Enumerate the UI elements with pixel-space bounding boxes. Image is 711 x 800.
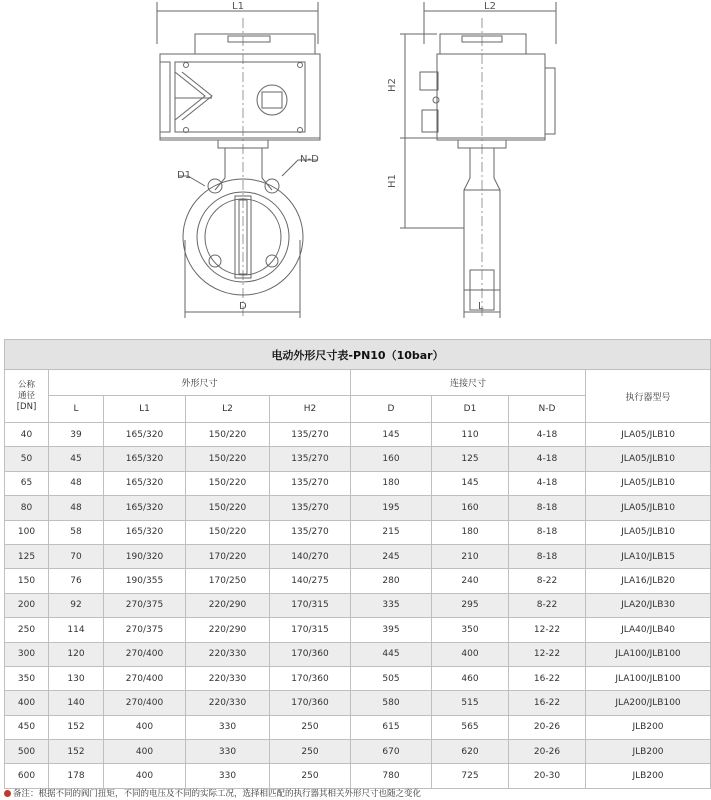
table-cell: 150/220 — [186, 496, 270, 520]
table-cell: 600 — [5, 764, 49, 788]
table-cell: 20-26 — [509, 715, 586, 739]
table-cell: 180 — [432, 520, 509, 544]
table-cell: JLA05/JLB10 — [586, 423, 711, 447]
table-cell: 135/270 — [270, 423, 351, 447]
table-cell: JLA10/JLB15 — [586, 544, 711, 568]
table-cell: 8-22 — [509, 593, 586, 617]
table-row — [5, 618, 711, 642]
table-cell: 280 — [351, 569, 432, 593]
table-cell: 400 — [432, 642, 509, 666]
table-cell: JLB200 — [586, 740, 711, 764]
table-cell: 8-22 — [509, 569, 586, 593]
table-cell: 245 — [351, 544, 432, 568]
table-cell: JLB200 — [586, 764, 711, 788]
table-row — [5, 715, 711, 739]
table-cell: 45 — [49, 447, 104, 471]
footnote-text: 备注：根据不同的阀门扭矩，不同的电压及不同的实际工况，选择相匹配的执行器其相关外形尺寸也随之变化 — [13, 789, 422, 799]
table-cell: 330 — [186, 764, 270, 788]
table-cell: 335 — [351, 593, 432, 617]
table-cell: JLA05/JLB10 — [586, 496, 711, 520]
table-cell: 270/400 — [104, 691, 186, 715]
col-header-L2: L2 — [186, 396, 270, 423]
table-cell: 76 — [49, 569, 104, 593]
spec-table — [4, 339, 711, 789]
table-cell: 100 — [5, 520, 49, 544]
table-cell: 160 — [432, 496, 509, 520]
table-cell: 400 — [104, 740, 186, 764]
side-view — [400, 2, 556, 318]
table-cell: 140/275 — [270, 569, 351, 593]
table-cell: 135/270 — [270, 520, 351, 544]
table-row — [5, 666, 711, 690]
table-cell: 615 — [351, 715, 432, 739]
label-L: L — [478, 301, 484, 312]
table-cell: 8-18 — [509, 496, 586, 520]
table-cell: 270/400 — [104, 666, 186, 690]
table-cell: 16-22 — [509, 691, 586, 715]
table-row — [5, 520, 711, 544]
table-row — [5, 544, 711, 568]
table-row — [5, 691, 711, 715]
table-cell: 145 — [432, 471, 509, 495]
table-cell: 165/320 — [104, 447, 186, 471]
table-cell: 190/355 — [104, 569, 186, 593]
table-cell: 50 — [5, 447, 49, 471]
table-cell: 4-18 — [509, 471, 586, 495]
table-cell: 220/330 — [186, 666, 270, 690]
table-cell: 12-22 — [509, 642, 586, 666]
table-cell: 295 — [432, 593, 509, 617]
table-cell: 8-18 — [509, 544, 586, 568]
spec-table-body — [5, 423, 711, 789]
table-cell: JLA100/JLB100 — [586, 666, 711, 690]
table-cell: 270/400 — [104, 642, 186, 666]
label-D1: D1 — [177, 170, 192, 181]
table-cell: 300 — [5, 642, 49, 666]
table-cell: 395 — [351, 618, 432, 642]
table-cell: JLB200 — [586, 715, 711, 739]
front-view — [157, 2, 320, 318]
table-cell: 270/375 — [104, 593, 186, 617]
label-H1: H1 — [387, 174, 398, 188]
table-row — [5, 471, 711, 495]
table-row — [5, 642, 711, 666]
label-H2: H2 — [387, 78, 398, 92]
outer-dim-header: 外形尺寸 — [49, 370, 351, 396]
table-cell: 170/360 — [270, 666, 351, 690]
table-cell: JLA100/JLB100 — [586, 642, 711, 666]
table-cell: JLA05/JLB10 — [586, 471, 711, 495]
table-cell: JLA20/JLB30 — [586, 593, 711, 617]
table-row — [5, 740, 711, 764]
table-cell: 140/270 — [270, 544, 351, 568]
table-cell: 178 — [49, 764, 104, 788]
table-cell: JLA05/JLB10 — [586, 447, 711, 471]
table-title: 电动外形尺寸表-PN10（10bar） — [5, 340, 711, 370]
dn-header: 公称 通径 [DN] — [5, 370, 49, 423]
table-cell: 170/315 — [270, 593, 351, 617]
table-cell: 165/320 — [104, 496, 186, 520]
table-cell: 110 — [432, 423, 509, 447]
table-cell: 150/220 — [186, 471, 270, 495]
table-cell: JLA05/JLB10 — [586, 520, 711, 544]
table-cell: 125 — [432, 447, 509, 471]
table-cell: 240 — [432, 569, 509, 593]
table-cell: 130 — [49, 666, 104, 690]
table-cell: 170/250 — [186, 569, 270, 593]
table-cell: 500 — [5, 740, 49, 764]
table-cell: 145 — [351, 423, 432, 447]
table-row — [5, 496, 711, 520]
connect-dim-header: 连接尺寸 — [351, 370, 586, 396]
table-cell: 4-18 — [509, 447, 586, 471]
table-cell: JLA200/JLB100 — [586, 691, 711, 715]
table-cell: 150/220 — [186, 447, 270, 471]
footnote — [4, 787, 421, 799]
table-cell: 20-26 — [509, 740, 586, 764]
table-cell: 152 — [49, 715, 104, 739]
table-cell: 330 — [186, 740, 270, 764]
table-cell: 220/330 — [186, 642, 270, 666]
table-cell: 210 — [432, 544, 509, 568]
table-cell: 20-30 — [509, 764, 586, 788]
table-row — [5, 764, 711, 788]
table-cell: 505 — [351, 666, 432, 690]
table-cell: 250 — [270, 715, 351, 739]
table-cell: 200 — [5, 593, 49, 617]
table-cell: 170/220 — [186, 544, 270, 568]
table-cell: JLA40/JLB40 — [586, 618, 711, 642]
table-cell: 220/290 — [186, 618, 270, 642]
table-cell: 400 — [104, 715, 186, 739]
table-cell: 80 — [5, 496, 49, 520]
label-L2: L2 — [484, 1, 496, 12]
table-cell: 92 — [49, 593, 104, 617]
table-cell: 170/360 — [270, 642, 351, 666]
table-cell: 450 — [5, 715, 49, 739]
label-L1: L1 — [232, 1, 244, 12]
table-cell: 725 — [432, 764, 509, 788]
table-cell: 460 — [432, 666, 509, 690]
table-row — [5, 593, 711, 617]
bullet-icon — [4, 790, 11, 797]
table-cell: 780 — [351, 764, 432, 788]
table-cell: 4-18 — [509, 423, 586, 447]
label-ND: N-D — [300, 154, 319, 165]
table-cell: 16-22 — [509, 666, 586, 690]
table-cell: 58 — [49, 520, 104, 544]
table-cell: 40 — [5, 423, 49, 447]
valve-drawing — [0, 0, 711, 335]
table-cell: 65 — [5, 471, 49, 495]
col-header-L1: L1 — [104, 396, 186, 423]
col-header-D: D — [351, 396, 432, 423]
table-cell: 215 — [351, 520, 432, 544]
table-cell: 165/320 — [104, 520, 186, 544]
table-cell: 250 — [270, 740, 351, 764]
table-cell: 350 — [5, 666, 49, 690]
table-cell: 445 — [351, 642, 432, 666]
table-cell: 152 — [49, 740, 104, 764]
table-cell: 170/360 — [270, 691, 351, 715]
table-cell: 400 — [5, 691, 49, 715]
table-cell: 150 — [5, 569, 49, 593]
table-cell: 135/270 — [270, 447, 351, 471]
table-cell: 250 — [270, 764, 351, 788]
table-cell: 350 — [432, 618, 509, 642]
table-cell: 135/270 — [270, 496, 351, 520]
col-header-D1: D1 — [432, 396, 509, 423]
table-cell: 120 — [49, 642, 104, 666]
table-cell: 180 — [351, 471, 432, 495]
col-header-ND: N-D — [509, 396, 586, 423]
table-cell: 70 — [49, 544, 104, 568]
table-row — [5, 423, 711, 447]
table-row — [5, 569, 711, 593]
table-cell: 160 — [351, 447, 432, 471]
col-header-L: L — [49, 396, 104, 423]
table-cell: 195 — [351, 496, 432, 520]
label-D: D — [239, 301, 247, 312]
table-row — [5, 447, 711, 471]
table-cell: 150/220 — [186, 423, 270, 447]
table-cell: 8-18 — [509, 520, 586, 544]
table-cell: 48 — [49, 471, 104, 495]
table-cell: 220/290 — [186, 593, 270, 617]
table-cell: 135/270 — [270, 471, 351, 495]
table-cell: 39 — [49, 423, 104, 447]
table-cell: 515 — [432, 691, 509, 715]
actuator-header: 执行器型号 — [586, 370, 711, 423]
table-cell: 140 — [49, 691, 104, 715]
table-cell: 190/320 — [104, 544, 186, 568]
table-cell: 330 — [186, 715, 270, 739]
table-cell: 48 — [49, 496, 104, 520]
table-cell: 170/315 — [270, 618, 351, 642]
table-cell: 670 — [351, 740, 432, 764]
table-cell: 220/330 — [186, 691, 270, 715]
table-cell: 150/220 — [186, 520, 270, 544]
table-cell: 125 — [5, 544, 49, 568]
table-cell: 580 — [351, 691, 432, 715]
table-cell: 114 — [49, 618, 104, 642]
table-cell: JLA16/JLB20 — [586, 569, 711, 593]
table-cell: 400 — [104, 764, 186, 788]
table-cell: 12-22 — [509, 618, 586, 642]
table-cell: 270/375 — [104, 618, 186, 642]
table-cell: 165/320 — [104, 471, 186, 495]
table-cell: 165/320 — [104, 423, 186, 447]
col-header-H2: H2 — [270, 396, 351, 423]
table-cell: 620 — [432, 740, 509, 764]
table-cell: 565 — [432, 715, 509, 739]
table-cell: 250 — [5, 618, 49, 642]
